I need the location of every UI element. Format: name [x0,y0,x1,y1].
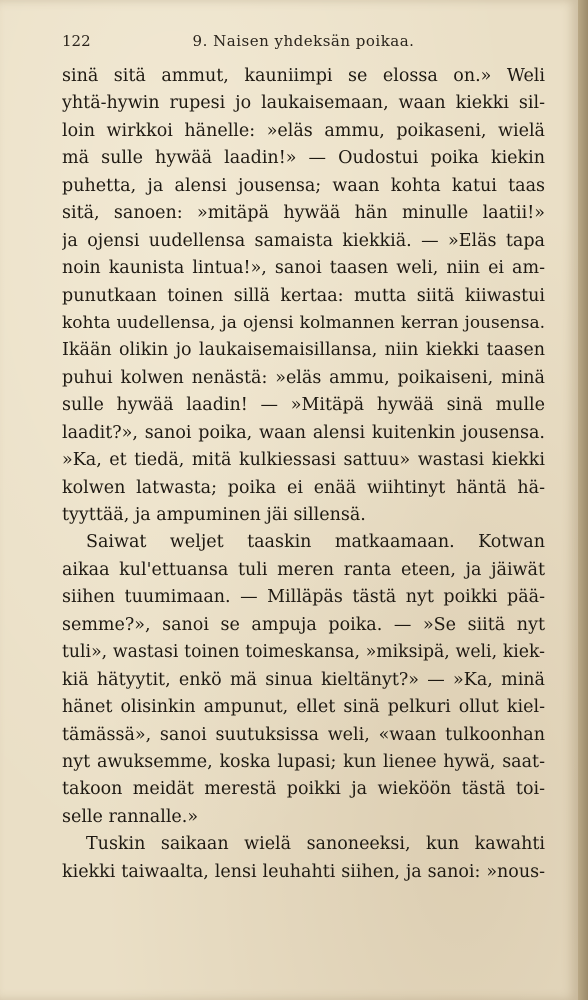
text-line: takoon meidät merestä poikki ja wieköön tästä toi- [62,779,545,800]
text-line: Tuskin saikaan wielä sanoneeksi, kun kawahti [86,834,545,855]
text-line: loin wirkkoi hänelle: »eläs ammu, poikaseni, wielä [62,120,545,141]
body-text [62,63,545,886]
text-line: siihen tuumimaan. — Milläpäs tästä nyt poikki pää- [62,587,545,608]
text-line: kiä hätyytit, enkö mä sinua kieltänyt?» — »Ka, minä [62,669,545,690]
text-line: kolwen latwasta; poika ei enää wiihtinyt häntä hä- [62,477,545,498]
text-line: tämässä», sanoi suutuksissa weli, «waan tulkoonhan [62,724,545,745]
text-line: noin kaunista lintua!», sanoi taasen weli, niin ei am- [62,258,545,279]
text-line: mä sulle hywää laadin!» — Oudostui poika kiekin [62,148,545,169]
text-line: semme?», sanoi se ampuja poika. — »Se siitä nyt [62,614,545,635]
text-line: Ikään olikin jo laukaisemaisillansa, niin kiekki taasen [62,340,545,361]
text-line: hänet olisinkin ampunut, ellet sinä pelkuri ollut kiel- [62,697,545,718]
text-line: kohta uudellensa, ja ojensi kolmannen kerran jousensa. [62,312,545,333]
text-line: laadit?», sanoi poika, waan alensi kuitenkin jousensa. [62,422,545,443]
text-line: kiekki taiwaalta, lensi leuhahti siihen, ja sanoi: »nous- [62,861,545,882]
text-line: selle rannalle.» [62,806,199,827]
text-line: aikaa kul'ettuansa tuli meren ranta eteen, ja jäiwät [62,559,545,580]
text-line: punutkaan toinen sillä kertaa: mutta siitä kiiwastui [62,285,545,306]
text-line: sulle hywää laadin! — »Mitäpä hywää sinä mulle [62,395,545,416]
page-edge [578,0,588,1000]
text-line: tyyttää, ja ampuminen jäi sillensä. [62,505,366,525]
text-line: sitä, sanoen: »mitäpä hywää hän minulle laatii!» [62,203,545,224]
text-line: ja ojensi uudellensa samaista kiekkiä. — »Eläs tapa [62,230,545,251]
text-line: sinä sitä ammut, kauniimpi se elossa on.» Weli [62,66,545,86]
text-line: puhui kolwen nenästä: »eläs ammu, poikaiseni, minä [62,367,545,388]
text-line: tuli», wastasi toinen toimeskansa, »miksipä, weli, kiek- [62,642,545,663]
text-line: puhetta, ja alensi jousensa; waan kohta katui taas [62,175,545,196]
running-title: 9. Naisen yhdeksän poikaa. [192,32,415,50]
text-line: Saiwat weljet taaskin matkaamaan. Kotwan [86,532,545,553]
running-head [62,30,545,52]
page-number: 122 [62,32,91,50]
text-line: yhtä-hywin rupesi jo laukaisemaan, waan kiekki sil- [62,93,545,114]
text-line: nyt awuksemme, koska lupasi; kun lienee hywä, saat- [62,751,545,772]
text-line: »Ka, et tiedä, mitä kulkiessasi sattuu» wastasi kiekki [62,450,545,471]
